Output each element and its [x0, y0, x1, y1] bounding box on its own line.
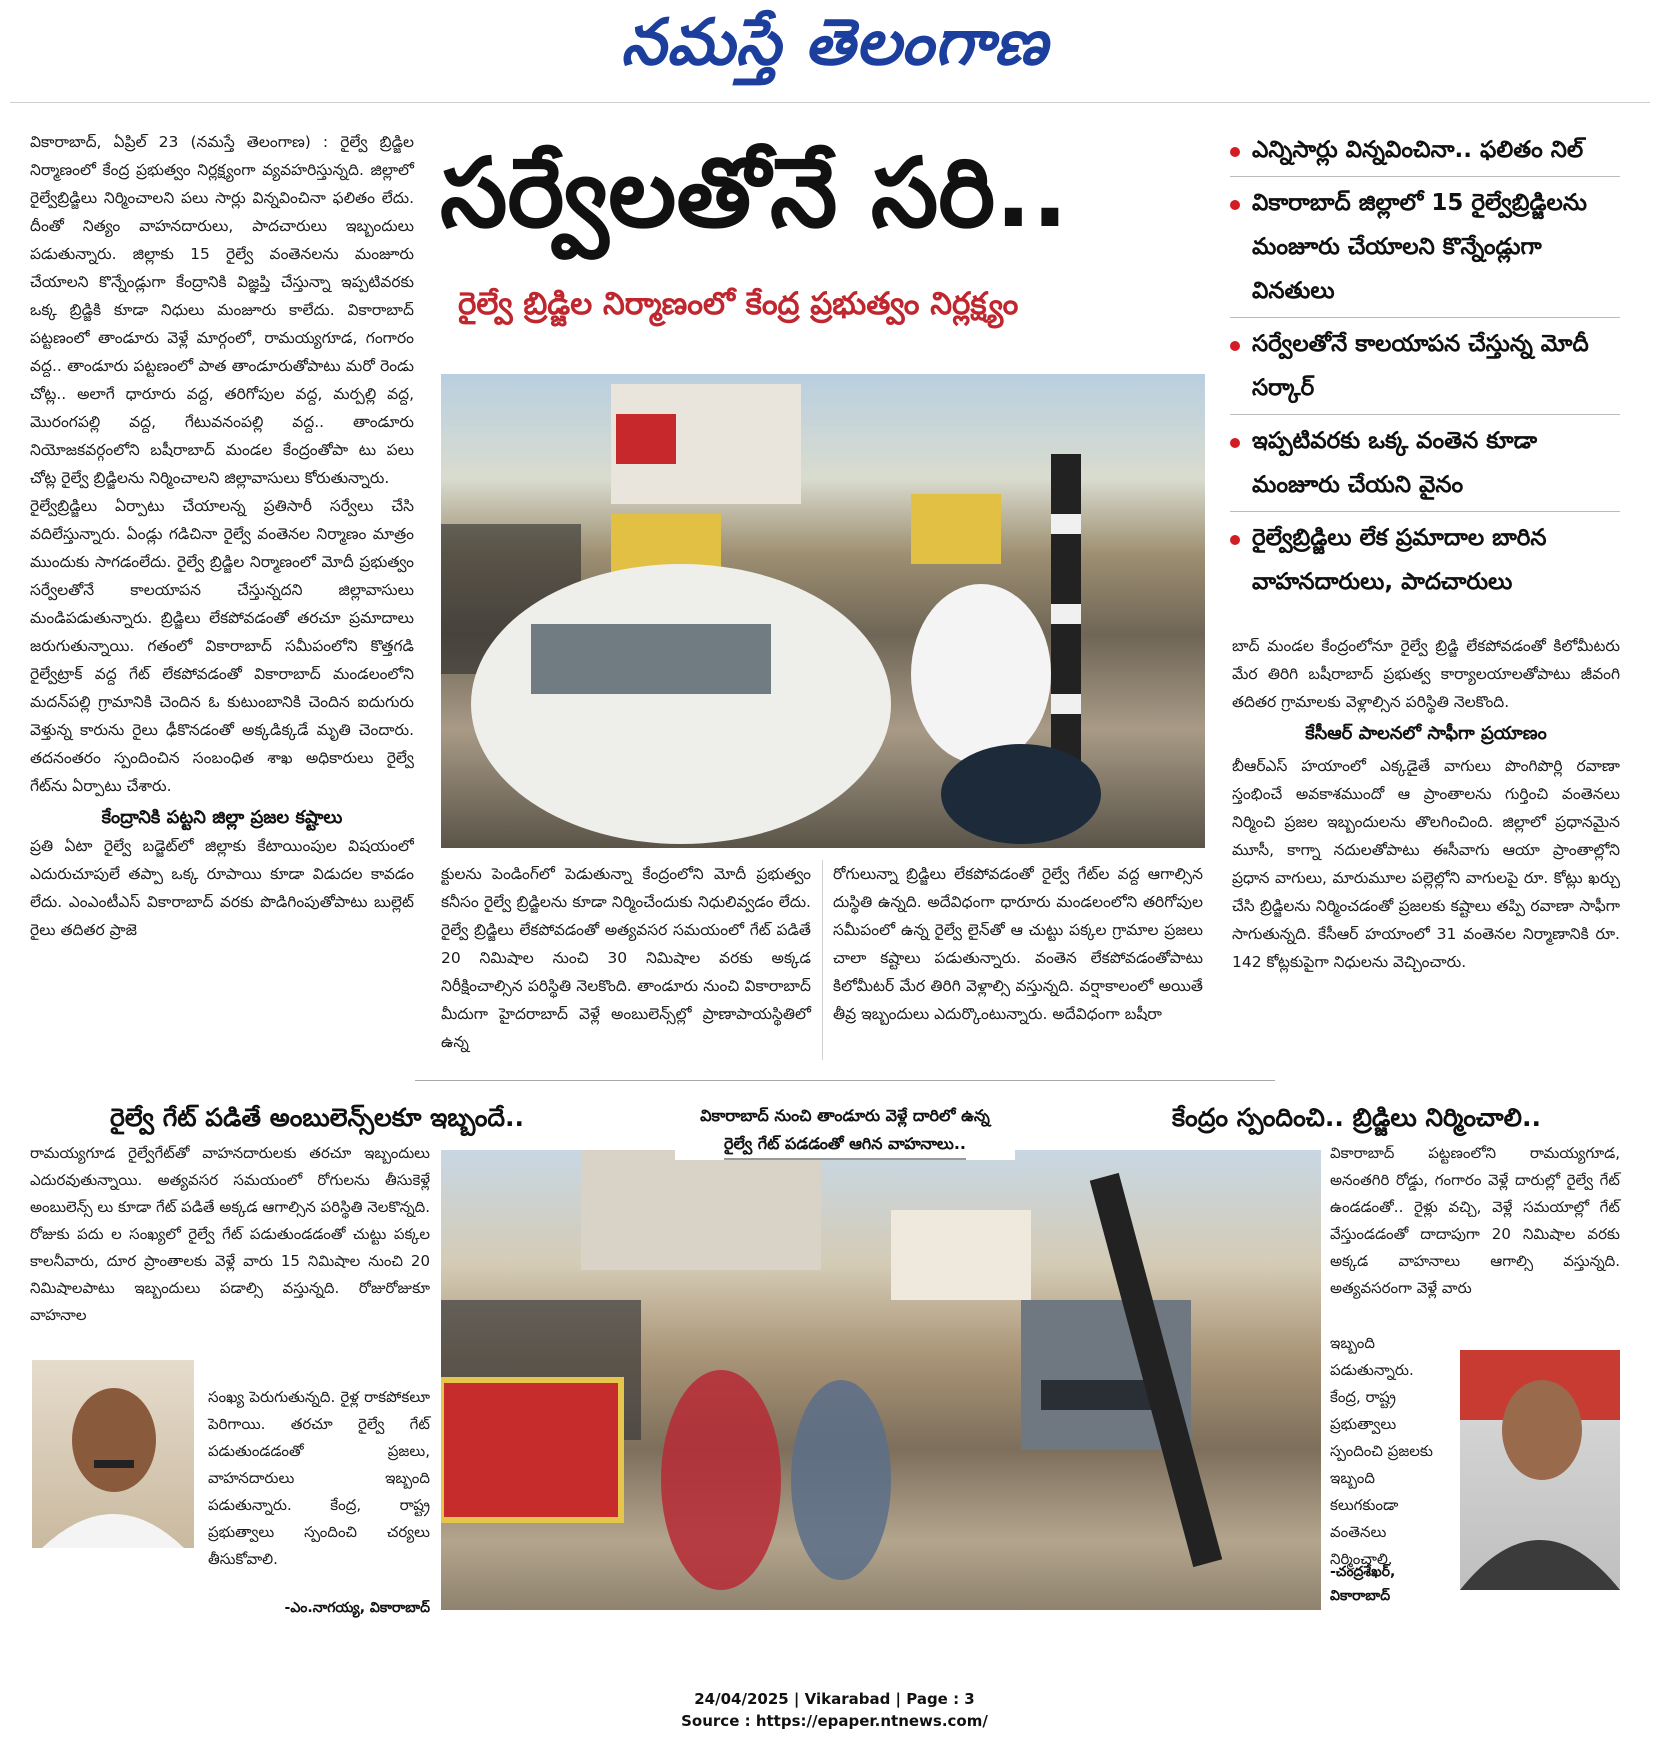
right-section-head: కేసీఆర్ పాలనలో సాఫీగా ప్రయాణం — [1305, 723, 1547, 744]
masthead: నమస్తే తెలంగాణ — [620, 6, 1049, 80]
right-para-2: బీఆర్ఎస్ హయాంలో ఎక్కడైతే వాగులు పొంగిపొర్లి రవాణా స్తంభించే అవకాశముందో ఆ ప్రాంతాలను గుర్తించి వంతెనలు నిర్మించి ప్రజల ఇబ్బందులను తొలగించింది. జిల్లాలో ప్రధానమైన మూసీ, కాగ్నా నదులతోపాటు ఈసీవాగు ఆయా ప్రాంతాల్లోని ప్రధాన వాగులు, మారుమూల పల్లెల్లోని వాగులపై రూ. కోట్లు ఖర్చు చేసి బ్రిడ్జిలను నిర్మించడంతో ప్రజలకు కష్టాలు తప్పి రవాణా సాఫీగా సాగుతున్నది. కేసీఆర్ హయాంలో 31 వంతెనల నిర్మాణానికి రూ. 142 కోట్లకుపైగా నిధులను వెచ్చించారు. — [1232, 757, 1620, 971]
right-column — [1232, 632, 1620, 976]
footer-source-link[interactable]: Source : https://epaper.ntnews.com/ — [681, 1712, 988, 1730]
footer-date-edition: 24/04/2025 | Vikarabad | Page : 3 — [694, 1690, 975, 1708]
left-column — [30, 128, 414, 972]
left-para-1: వికారాబాద్, ఏప్రిల్ 23 (నమస్తే తెలంగాణ) : రైల్వే బ్రిడ్జిల నిర్మాణంలో కేంద్ర ప్రభుత్వం నిర్లక్ష్యంగా వ్యవహరిస్తున్నది. జిల్లాలో రైల్వేబ్రిడ్జిలు నిర్మించాలని పలు సార్లు విన్నవించినా ఫలితం లేదు. దీంతో నిత్యం వాహనదారులు, పాదచారులు ఇబ్బందులు పడుతున్నారు. జిల్లాకు 15 రైల్వే వంతెనలను మంజూరు చేయాలని కొన్నేండ్లుగా కేంద్రానికి విజ్ఞప్తి చేస్తున్నా ఇప్పటివరకు ఒక్క బ్రిడ్జికి కూడా నిధులు మంజూరు కాలేదు. వికారాబాద్ పట్టణంలో తాండూరు వెళ్లే మార్గంలో, రామయ్యగూడ, గంగారం వద్ద.. తాండూరు పట్టణంలో పాత తాండూరుతోపాటు మరో రెండు చోట్ల.. అలాగే ధారూరు వద్ద, తరిగోపుల వద్ద, మర్పల్లి వద్ద, మొరంగపల్లి వద్ద, గేటువనంపల్లి వద్ద.. తాండూరు నియోజకవర్గంలోని బషీరాబాద్ మండల కేంద్రంతోపా టు పలు చోట్ల రైల్వే బ్రిడ్జిలను నిర్మించాలని జిల్లావాసులు కోరుతున్నారు. — [30, 133, 414, 487]
byline-nagaiah: -ఎం.నాగయ్య, వికారాబాద్ — [284, 1600, 430, 1616]
vehicles-illustration — [441, 1150, 1321, 1610]
left-para-2: రైల్వేబ్రిడ్జిలు ఏర్పాటు చేయాలన్న ప్రతిసారీ సర్వేలు చేసి వదిలేస్తున్నారు. ఏండ్లు గడిచినా రైల్వే వంతెనల నిర్మాణం మాత్రం ముందుకు సాగడంలేదు. రైల్వే బ్రిడ్జిల నిర్మాణంలో మోదీ ప్రభుత్వం సర్వేలతోనే కాలయాపన చేస్తున్నదని జిల్లావాసులు మండిపడుతున్నారు. బ్రిడ్జిలు లేకపోవడంతో తరచూ ప్రమాదాలు జరుగుతున్నాయి. గతంలో వికారాబాద్ సమీపంలోని కొత్తగడి రైల్వేట్రాక్ వద్ద గేట్ లేకపోవడంతో వికారాబాద్ మండలంలోని మదన్‌పల్లి గ్రామానికి చెందిన ఓ కుటుంబానికి చెందిన ఐదుగురు వెళ్తున్న కారును రైలు ఢీకొనడంతో అక్కడిక్కడే మృతి చెందారు. తదనంతరం స్పందించిన సంబంధిత శాఖ అధికారులు రైల్వే గేట్‌ను ఏర్పాటు చేశారు. — [30, 497, 414, 795]
bottom-left-text-narrow: సంఖ్య పెరుగుతున్నది. రైళ్ల రాకపోకలూ పెరిగాయి. తరచూ రైల్వే గేట్ పడుతుండడంతో ప్రజలు, వాహనదారులు ఇబ్బంది పడుతున్నారు. కేంద్ర, రాష్ట్ర ప్రభుత్వాలు స్పందించి చర్యలు తీసుకోవాలి. — [208, 1388, 430, 1568]
bullet-item: ఇప్పటివరకు ఒక్క వంతెన కూడా మంజూరు చేయని వైనం — [1230, 419, 1620, 512]
bullet-item: రైల్వేబ్రిడ్జిలు లేక ప్రమాదాల బారిన వాహనదారులు, పాదచారులు — [1230, 516, 1620, 608]
bullet-item: వికారాబాద్ జిల్లాలో 15 రైల్వేబ్రిడ్జిలను మంజూరు చేయాలని కొన్నేండ్లుగా వినతులు — [1230, 181, 1620, 318]
caption-line-2: రైల్వే గేట్ పడడంతో ఆగిన వాహనాలు.. — [724, 1130, 966, 1160]
left-para-3: ప్రతి ఏటా రైల్వే బడ్జెట్‌లో జిల్లాకు కేటాయింపుల విషయంలో ఎదురుచూపులే తప్పా ఒక్క రూపాయి కూడా విడుదల కావడం లేదు. ఎంఎంటీఎస్ వికారాబాద్ వరకు పొడిగింపుతోపాటు బుల్లెట్ రైలు తదితర ప్రాజె — [30, 837, 414, 939]
subhead: రైల్వే బ్రిడ్జిల నిర్మాణంలో కేంద్ర ప్రభుత్వం నిర్లక్ష్యం — [458, 286, 1019, 322]
photo-caption — [675, 1102, 1015, 1160]
person-photo-nagaiah — [32, 1360, 194, 1548]
left-section-head: కేంద్రానికి పట్టని జిల్లా ప్రజల కష్టాలు — [101, 807, 343, 828]
middle-column-2: రోగులున్నా బ్రిడ్జిలు లేకపోవడంతో రైల్వే గేట్‌ల వద్ద ఆగాల్సిన దుస్థితి ఉన్నది. అదేవిధంగా ధారూరు మండలంలోని తరిగోపుల సమీపంలో ఉన్న రైల్వే లైన్‌తో ఆ చుట్టు పక్కల గ్రామాల ప్రజలు చాలా కష్టాలు పడుతున్నారు. వంతెన లేకపోవడంతోపాటు కిలోమీటర్ మేర తిరిగి వెళ్లాల్సి వస్తున్నది. వర్షాకాలంలో అయితే తీవ్ర ఇబ్బందులు ఎదుర్కొంటున్నారు. అదేవిధంగా బషీరా — [833, 865, 1203, 1023]
portrait-illustration — [32, 1360, 194, 1548]
bottom-photo-vehicles-at-gate — [441, 1150, 1321, 1610]
bullet-item: ఎన్నిసార్లు విన్నవించినా.. ఫలితం నిల్ — [1230, 128, 1620, 177]
portrait-illustration — [1460, 1350, 1620, 1590]
bullet-dot-icon — [1230, 200, 1240, 210]
traffic-scene-illustration — [441, 374, 1205, 848]
bottom-left-text-top: రామయ్యగూడ రైల్వేగేట్‌తో వాహనదారులకు తరచూ ఇబ్బందులు ఎదురవుతున్నాయి. అత్యవసర సమయంలో రోగులను తీసుకెళ్లే అంబులెన్స్ లు కూడా గేట్ పడితే అక్కడ ఆగాల్సిన పరిస్థితి నెలకొన్నది. రోజుకు పదు ల సంఖ్యలో రైల్వే గేట్ పడుతుండడంతో చుట్టు పక్కల కాలనీవారు, దూర ప్రాంతాలకు వెళ్లే వారు 15 నిమిషాల నుంచి 20 నిమిషాలపాటు ఇబ్బందులు పడాల్సి వస్తున్నది. రోజురోజుకూ వాహనాల — [30, 1144, 430, 1324]
bullet-dot-icon — [1230, 341, 1240, 351]
bullet-dot-icon — [1230, 535, 1240, 545]
bottom-right-heading: కేంద్రం స్పందించి.. బ్రిడ్జిలు నిర్మించాలి.. — [1172, 1103, 1541, 1132]
person-photo-chandrashekar — [1460, 1350, 1620, 1590]
bottom-right-text-narrow: ఇబ్బంది పడుతున్నారు. కేంద్ర, రాష్ట్ర ప్రభుత్వాలు స్పందించి ప్రజలకు ఇబ్బంది కలుగకుండా వంతెనలు నిర్మించాలి. — [1330, 1334, 1433, 1568]
caption-line-1: వికారాబాద్ నుంచి తాండూరు వెళ్లే దారిలో ఉన్న — [700, 1106, 990, 1125]
middle-column-1: క్టులను పెండింగ్‌లో పెడుతున్నా కేంద్రంలోని మోదీ ప్రభుత్వం కనీసం రైల్వే బ్రిడ్జిలను కూడా నిర్మించేందుకు నిధులివ్వడం లేదు. రైల్వే బ్రిడ్జిలు లేకపోవడంతో అత్యవసర సమయంలో గేట్ పడితే 20 నిమిషాల నుంచి 30 నిమిషాల వరకు అక్కడ నిరీక్షించాల్సిన పరిస్థితి నెలకొంది. తాండూరు నుంచి వికారాబాద్ మీదుగా హైదరాబాద్ వెళ్లే అంబులెన్స్‌ల్లో ప్రాణాపాయస్థితిలో ఉన్న — [441, 865, 811, 1051]
bullet-item: సర్వేలతోనే కాలయాపన చేస్తున్న మోదీ సర్కార్ — [1230, 322, 1620, 415]
byline-chandrashekar: -చంద్రశేఖర్, వికారాబాద్ — [1330, 1564, 1396, 1604]
page-footer — [0, 1688, 1669, 1732]
bullet-dot-icon — [1230, 438, 1240, 448]
highlight-bullets — [1230, 128, 1620, 612]
masthead-divider — [10, 102, 1650, 103]
bottom-left-heading: రైల్వే గేట్ పడితే అంబులెన్స్‌లకూ ఇబ్బందే.. — [110, 1103, 525, 1132]
headline: సర్వేలతోనే సరి.. — [440, 137, 1069, 249]
main-photo-railway-gate — [441, 374, 1205, 848]
bottom-right-text-top: వికారాబాద్ పట్టణంలోని రామయ్యగూడ, అనంతగిరి రోడ్డు, గంగారం వెళ్లే దారుల్లో రైల్వే గేట్ ఉండడంతో.. రైళ్లు వచ్చి, వెళ్లే సమయాల్లో గేట్ వేస్తుండడంతో దాదాపుగా 20 నిమిషాల వరకు అక్కడ వాహనాలు ఆగాల్సి వస్తున్నది. అత్యవసరంగా వెళ్లే వారు — [1330, 1144, 1620, 1297]
column-divider — [822, 860, 823, 1060]
bullet-dot-icon — [1230, 147, 1240, 157]
bottom-section-divider — [415, 1080, 1275, 1081]
right-para-1: బాద్ మండల కేంద్రంలోనూ రైల్వే బ్రిడ్జి లేకపోవడంతో కిలోమీటరు మేర తిరిగి బషీరాబాద్ ప్రభుత్వ కార్యాలయాలతోపాటు జీవంగి తదితర గ్రామాలకు వెళ్లాల్సిన పరిస్థితి నెలకొంది. — [1232, 637, 1620, 711]
